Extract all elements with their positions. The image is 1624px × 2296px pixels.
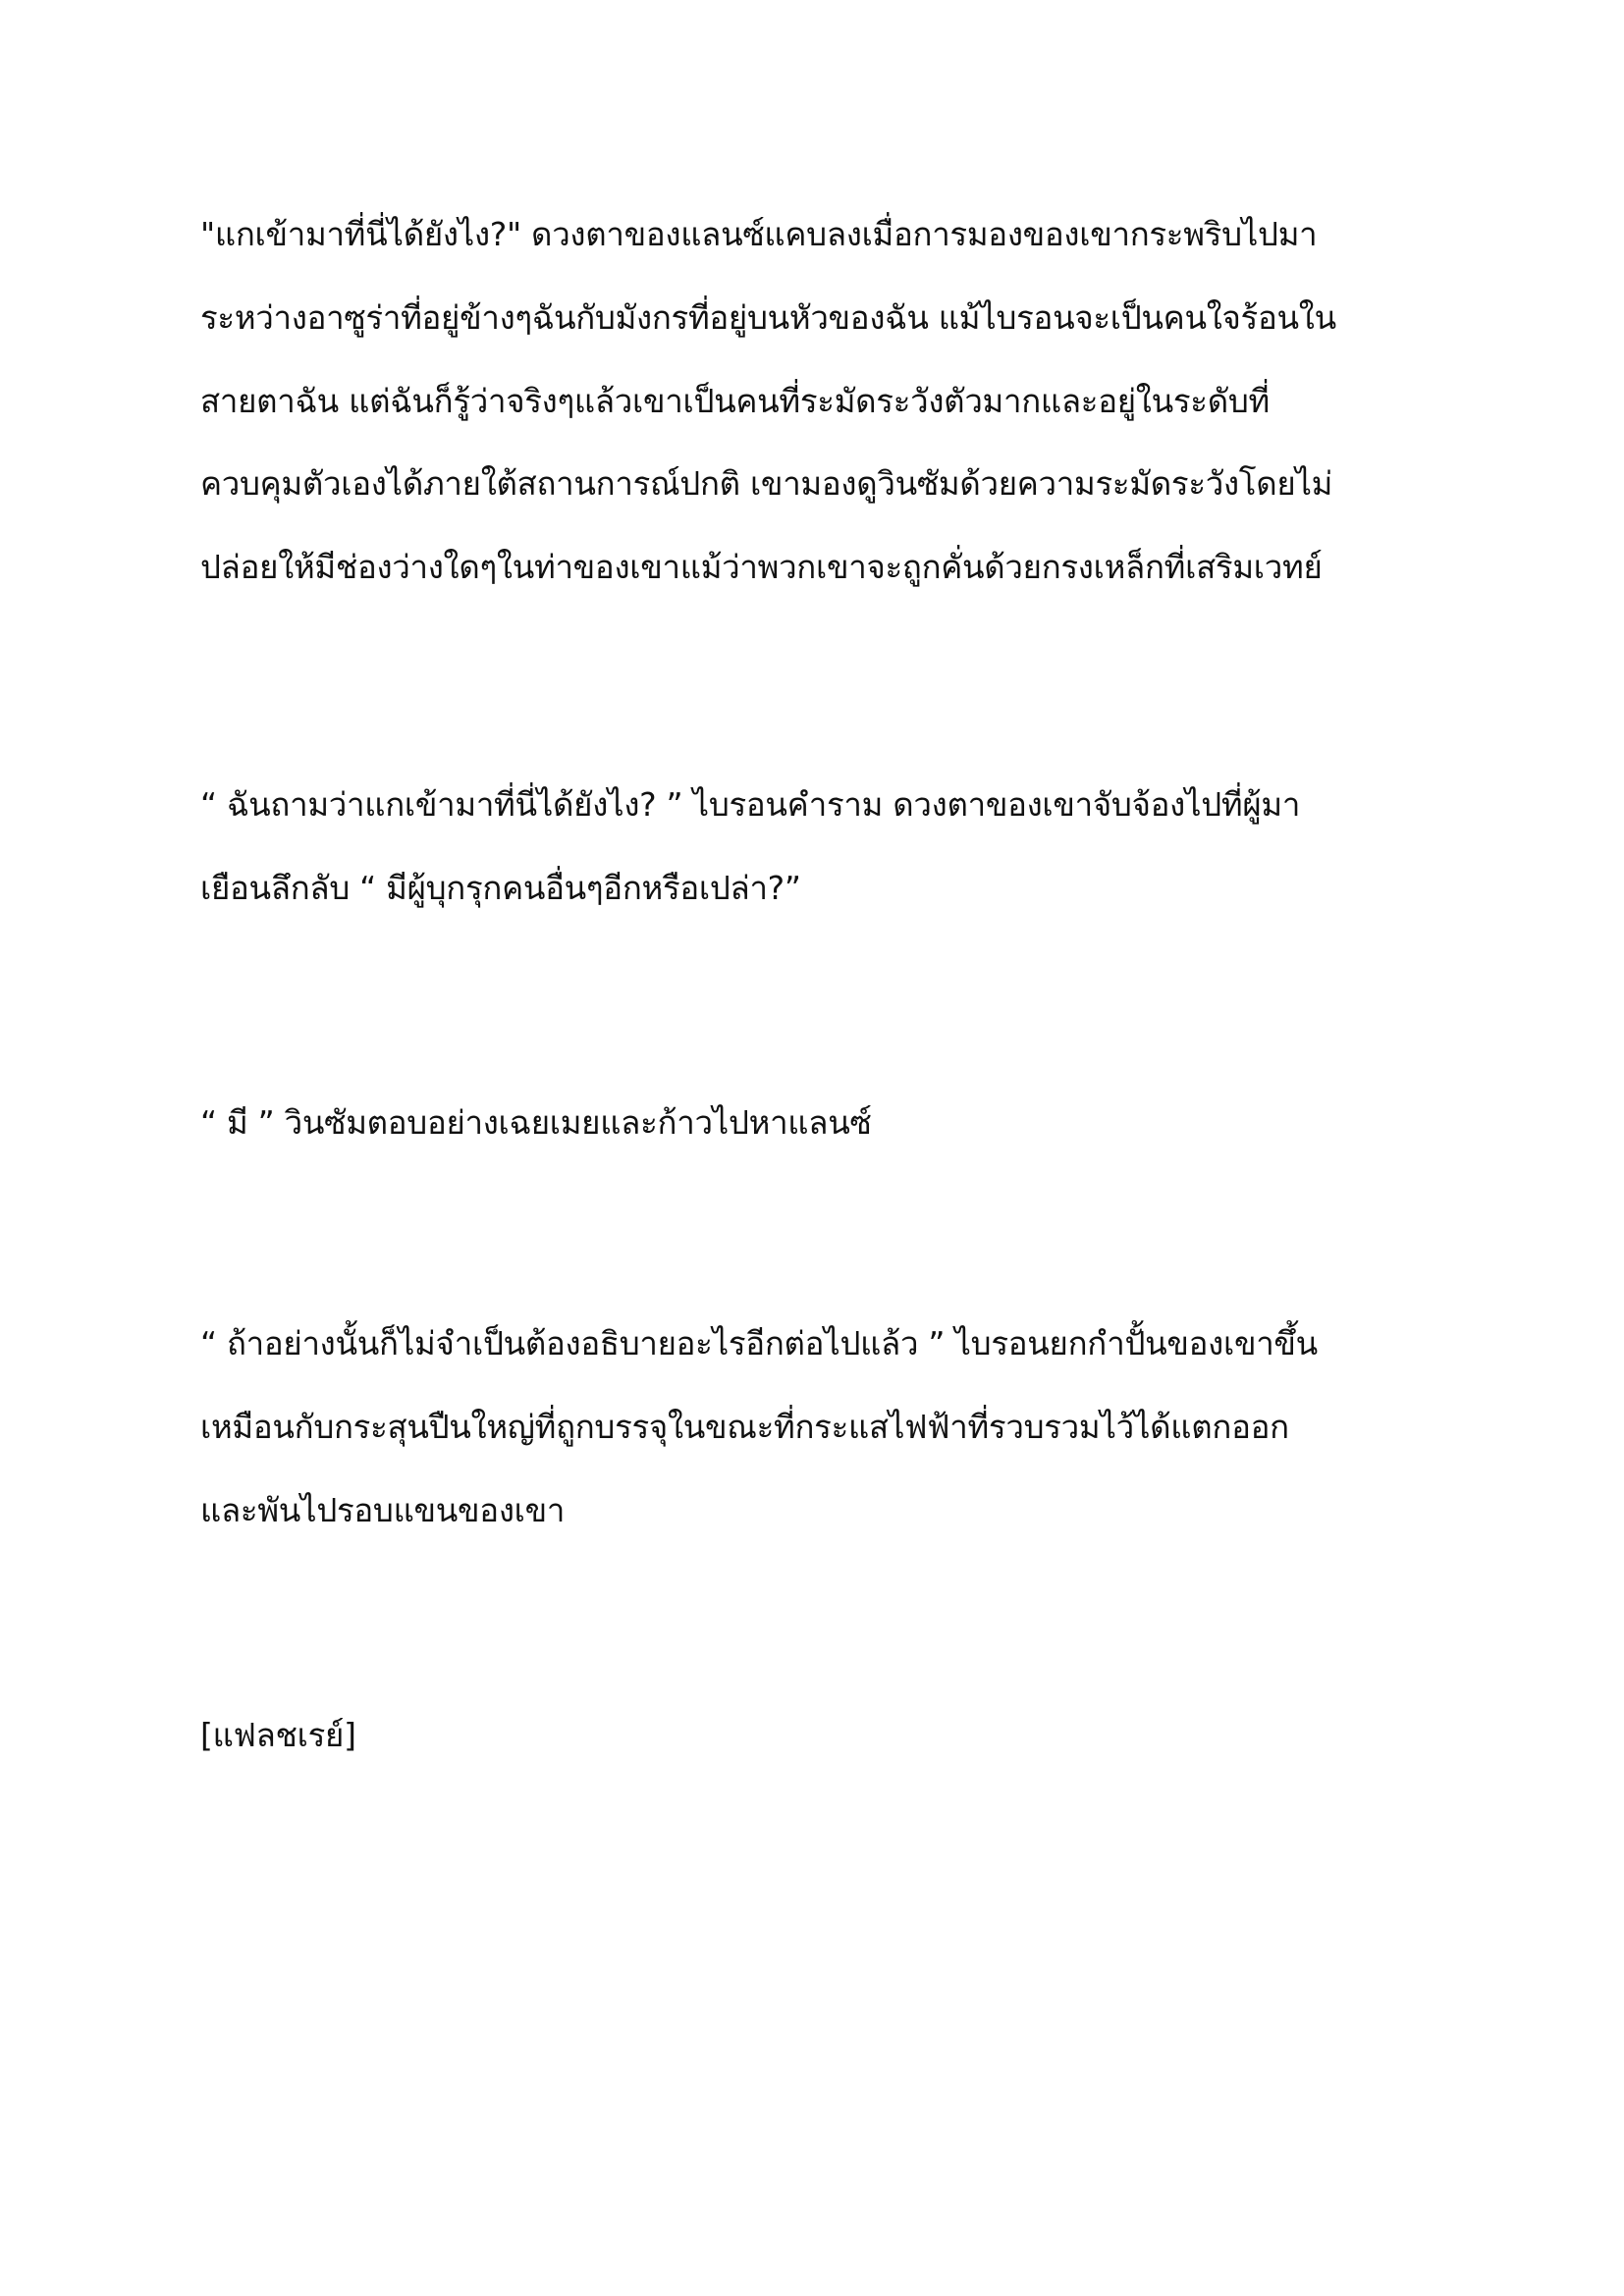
text-line: เยือนลึกลับ “ มีผู้บุกรุกคนอื่นๆอีกหรือเปล่า?” xyxy=(200,869,801,907)
text-line: ควบคุมตัวเองได้ภายใต้สถานการณ์ปกติ เขามองดูวินซัมด้วยความระมัดระวังโดยไม่ xyxy=(200,464,1333,503)
text-line: [แฟลชเรย์] xyxy=(200,1716,356,1754)
text-line: “ ฉันถามว่าแกเข้ามาที่นี่ได้ยังไง? ” ไบรอนคำราม ดวงตาของเขาจับจ้องไปที่ผู้มา xyxy=(200,785,1301,824)
text-line: “ มี ” วินซัมตอบอย่างเฉยเมยและก้าวไปหาแลนซ์ xyxy=(200,1103,872,1142)
text-line: "แกเข้ามาที่นี่ได้ยังไง?" ดวงตาของแลนซ์แคบลงเมื่อการมองของเขากระพริบไปมา xyxy=(200,215,1318,253)
text-line: เหมือนกับกระสุนปืนใหญ่ที่ถูกบรรจุในขณะที่กระแสไฟฟ้าที่รวบรวมไว้ได้แตกออก xyxy=(200,1408,1289,1446)
text-line: สายตาฉัน แต่ฉันก็รู้ว่าจริงๆแล้วเขาเป็นคนที่ระมัดระวังตัวมากและอยู่ในระดับที่ xyxy=(200,382,1270,420)
text-line: “ ถ้าอย่างนั้นก็ไม่จำเป็นต้องอธิบายอะไรอีกต่อไปแล้ว ” ไบรอนยกกำปั้นของเขาขึ้น xyxy=(200,1324,1318,1362)
text-line: ปล่อยให้มีช่องว่างใดๆในท่าของเขาแม้ว่าพวกเขาจะถูกคั่นด้วยกรงเหล็กที่เสริมเวทย์ xyxy=(200,548,1323,586)
text-line: ระหว่างอาซูร่าที่อยู่ข้างๆฉันกับมังกรที่อยู่บนหัวของฉัน แม้ไบรอนจะเป็นคนใจร้อนใน xyxy=(200,298,1336,337)
text-line: และพันไปรอบแขนของเขา xyxy=(200,1491,566,1529)
